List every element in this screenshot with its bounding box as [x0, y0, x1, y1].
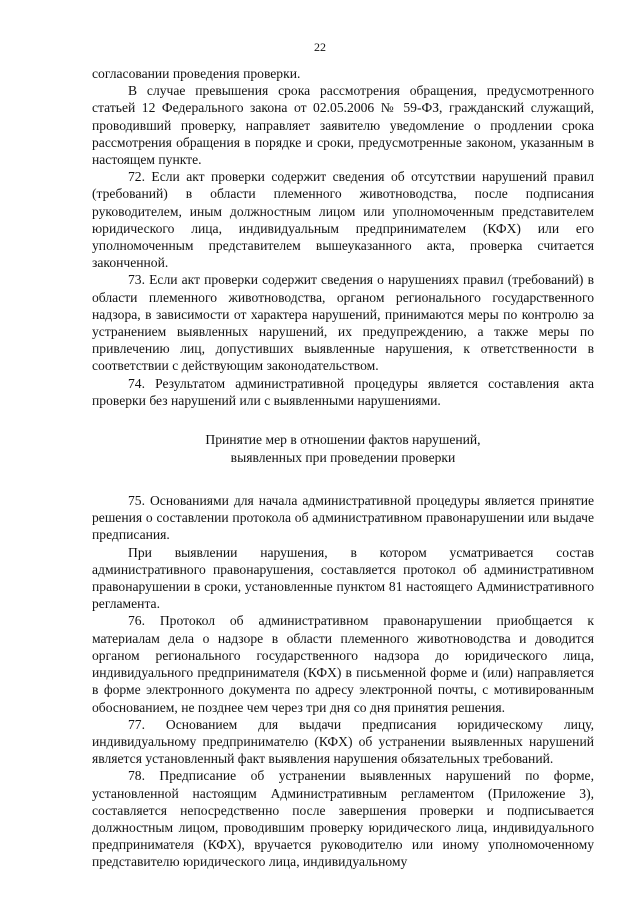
- paragraph-72: 72. Если акт проверки содержит сведения об отсутствии нарушений правил (требований) в области племенного животноводства, после подписания руководителем, иным должностным лицом или уполномоченным представителем юридического лица, индивидуальным предпринимателем (КФХ) или его уполномоченным представителем вышеуказанного акта, проверка считается законченной.: [92, 169, 594, 271]
- section-heading-line-1: Принятие мер в отношении фактов нарушений,: [205, 432, 481, 448]
- paragraph-73: 73. Если акт проверки содержит сведения о нарушениях правил (требований) в области племенного животноводства, органом регионального государственного надзора, в зависимости от характера нарушений, принимаются меры по контролю за устранением выявленных нарушений, их предупреждению, а также меры по привлечению лиц, допустивших выявленные нарушения, к ответственности в соответствии с действующим законодательством.: [92, 272, 594, 374]
- paragraph-76: 76. Протокол об административном правонарушении приобщается к материалам дела о надзоре в области племенного животноводства и доводится органом регионального государственного надзора до юридического лица, индивидуального предпринимателя (КФХ) в письменной форме и (или) направляется в форме электронного документа по адресу электронной почты, с мотивированным обоснованием, не позднее чем через три дня со дня принятия решения.: [92, 613, 594, 715]
- paragraph-74: 74. Результатом административной процедуры является составления акта проверки без нарушений или с выявленными нарушениями.: [92, 375, 594, 408]
- paragraph-75: 75. Основаниями для начала административной процедуры является принятие решения о составлении протокола об административном правонарушении или выдаче предписания.: [92, 493, 594, 543]
- paragraph-protocol-deadline: При выявлении нарушения, в котором усматривается состав административного правонарушения, составляется протокол об административном правонарушении в сроки, установленные пунктом 81 настоящего Административного регламента.: [92, 544, 594, 612]
- document-body: [92, 65, 594, 871]
- page-number: 22: [314, 40, 326, 54]
- paragraph-deadline-extension: В случае превышения срока рассмотрения обращения, предусмотренного статьей 12 Федерального закона от 02.05.2006 № 59-ФЗ, гражданский служащий, проводивший проверку, направляет заявителю уведомление о продлении срока рассмотрения обращения в порядке и сроки, предусмотренные законом, указанным в настоящем пункте.: [92, 83, 594, 168]
- paragraph-78: 78. Предписание об устранении выявленных нарушений по форме, установленной настоящим Административным регламентом (Приложение 3), составляется непосредственно после завершения проверки и подписывается должностным лицом, проводившим проверку юридического лица, индивидуального предпринимателя (КФХ), вручается руководителю или иному уполномоченному представителю юридического лица, индивидуальному: [92, 768, 594, 870]
- section-heading: [92, 431, 594, 466]
- paragraph-continuation: согласовании проведения проверки.: [92, 66, 301, 81]
- paragraph-77: 77. Основанием для выдачи предписания юридическому лицу, индивидуальному предпринимателю (КФХ) об устранении выявленных нарушений является установленный факт выявления нарушения обязательных требований.: [92, 716, 594, 767]
- section-heading-line-2: выявленных при проведении проверки: [230, 449, 456, 465]
